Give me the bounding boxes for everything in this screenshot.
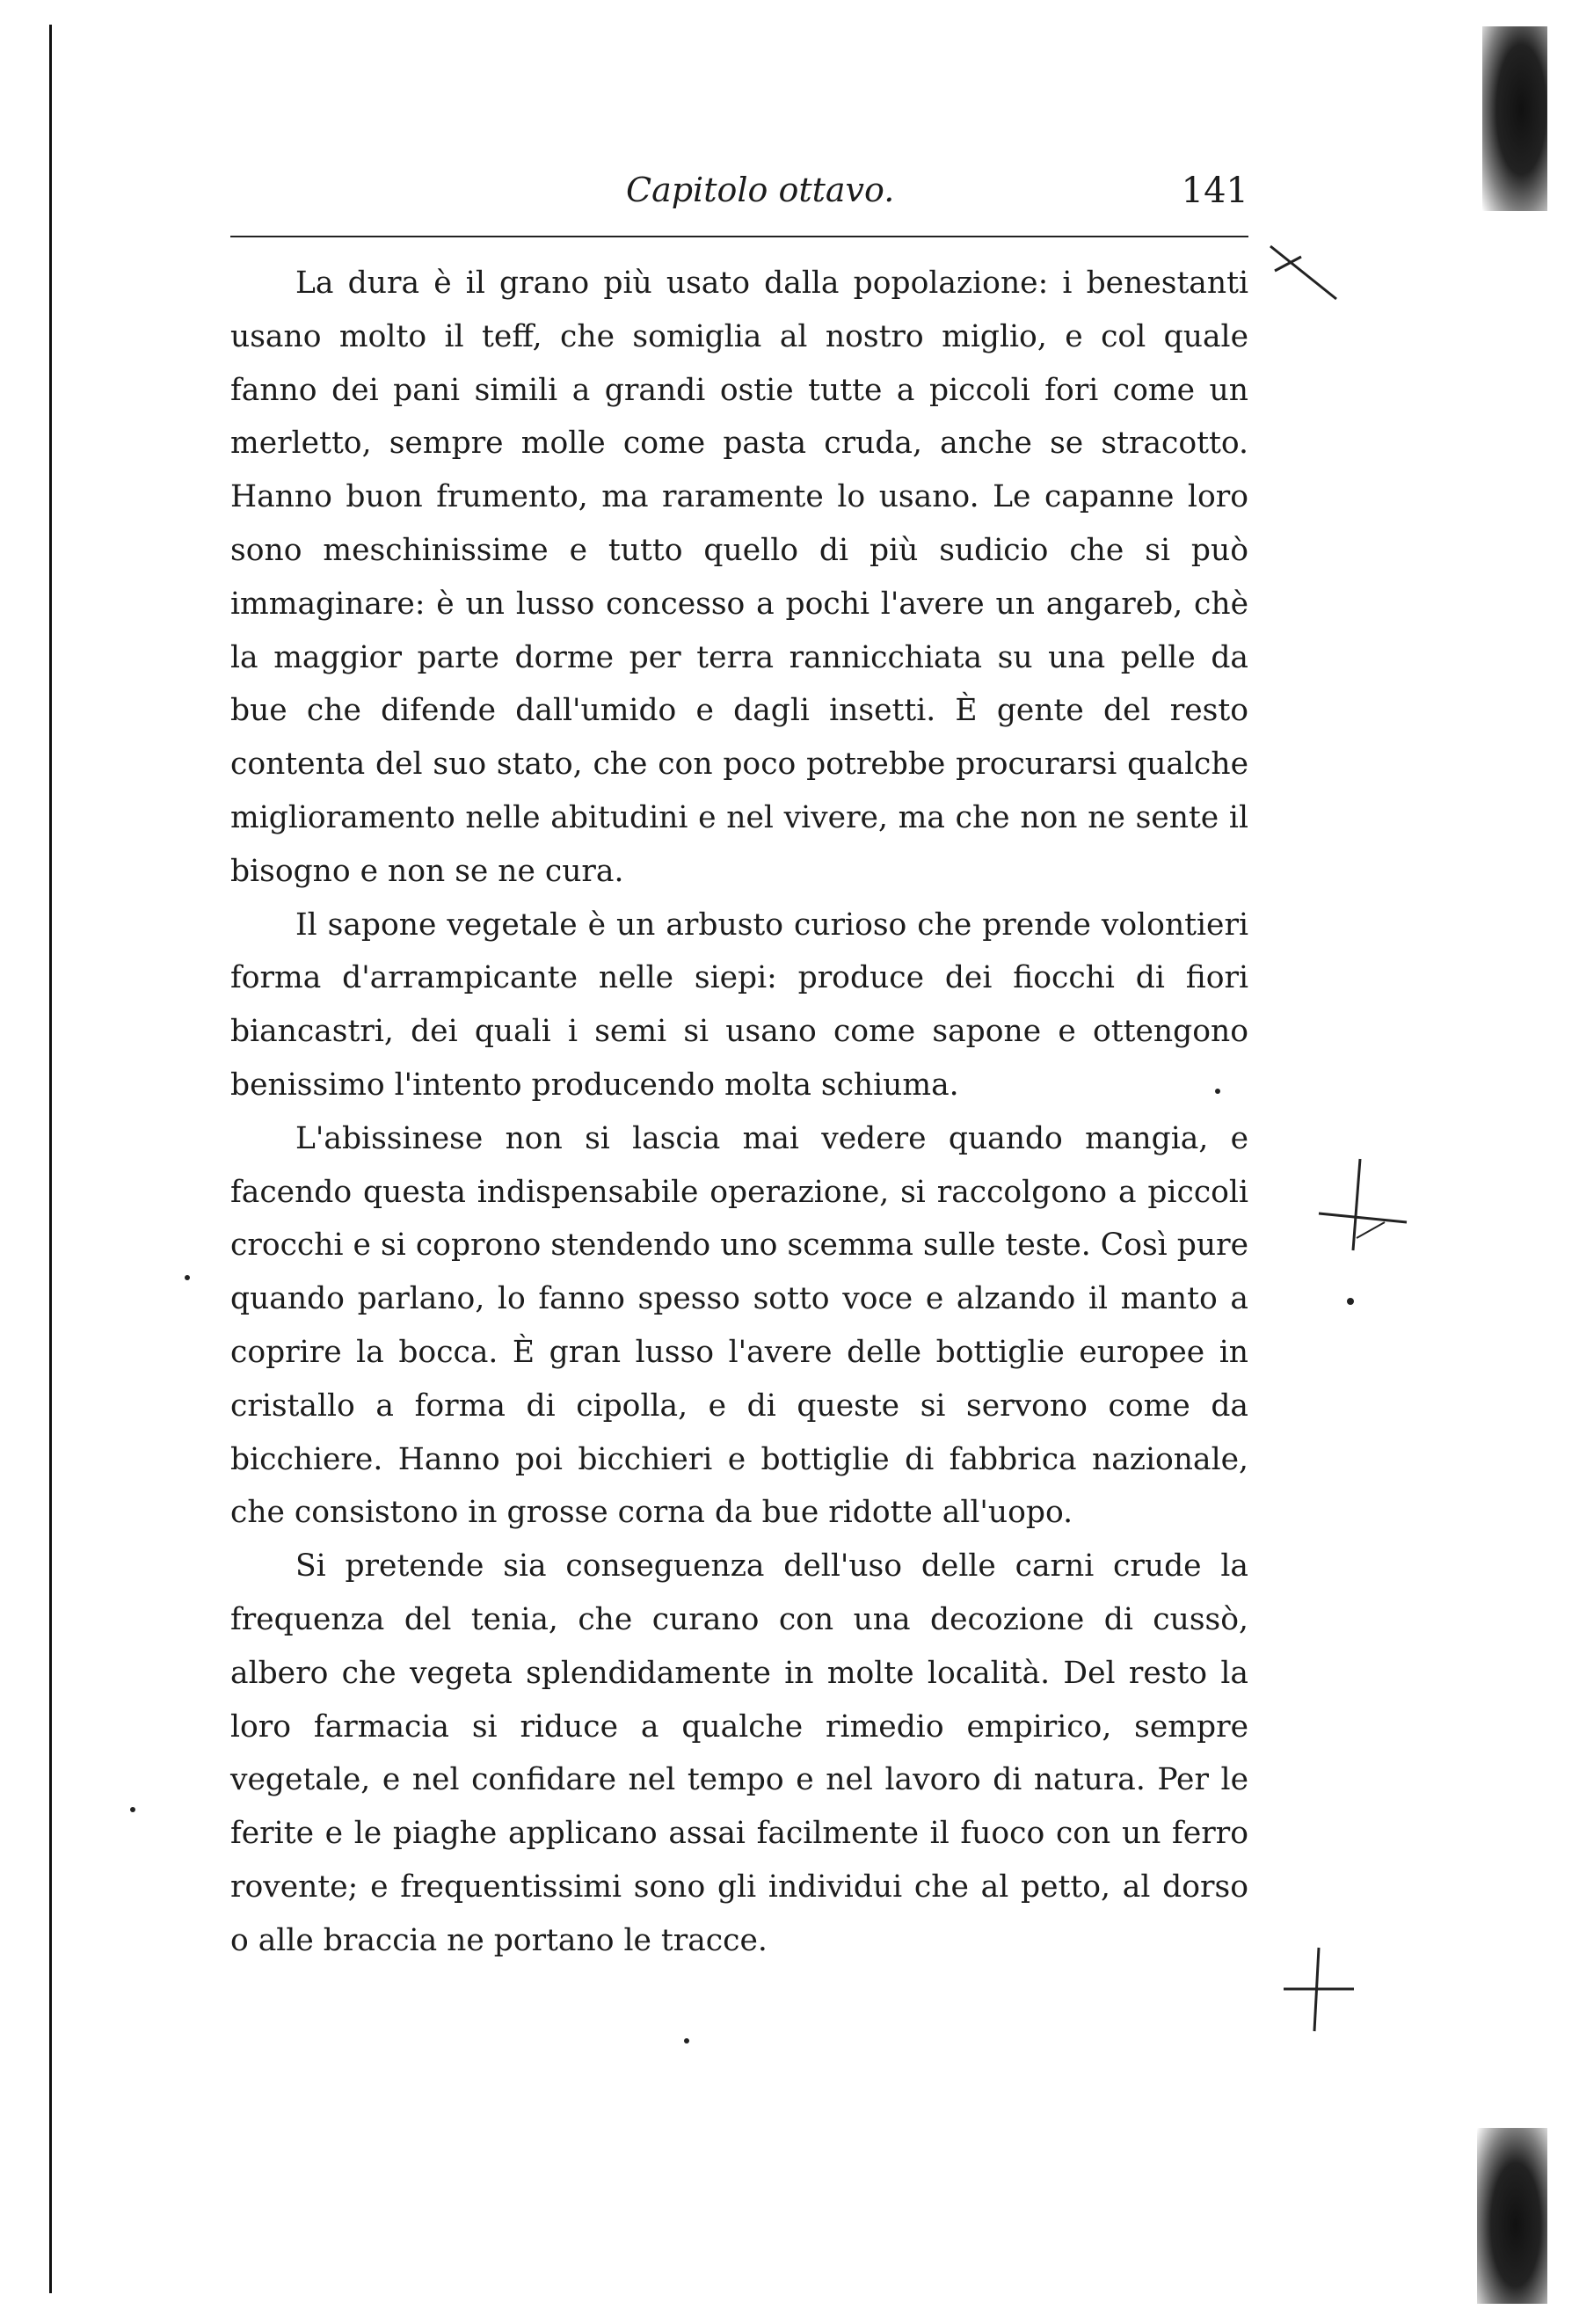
body-text bbox=[230, 257, 1248, 1968]
page-number: 141 bbox=[1181, 171, 1248, 211]
page-header bbox=[230, 164, 1248, 225]
margin-dot bbox=[185, 1275, 190, 1280]
page-left-border bbox=[49, 25, 52, 2293]
margin-dot bbox=[1215, 1089, 1220, 1094]
paragraph: Il sapone vegetale è un arbusto curioso che prende volontieri forma d'arrampicante nelle siepi: produce dei fiocchi di fiori biancastri, dei quali i semi si usano come sapone e ottengono benissimo l'intento producendo molta schiuma. bbox=[230, 907, 1248, 1103]
margin-plus-mark-icon bbox=[1314, 1152, 1411, 1257]
paragraph: Si pretende sia conseguenza dell'uso delle carni crude la frequenza del tenia, che curano con una decozione di cussò, albero che vegeta splendidamente in molte località. Del resto la loro farmacia si riduce a qualche rimedio empirico, sempre vegetale, e nel confidare nel tempo e nel lavoro di natura. Per le ferite e le piaghe applicano assai facilmente il fuoco con un ferro rovente; e frequentissimi sono gli individui che al petto, al dorso o alle braccia ne portano le tracce. bbox=[230, 1548, 1248, 1958]
header-rule bbox=[230, 236, 1248, 237]
paragraph: L'abissinese non si lascia mai vedere quando mangia, e facendo questa indispensabile operazione, si raccolgono a piccoli crocchi e si coprono stendendo uno scemma sulle teste. Così pure quando parlano, lo fanno spesso sotto voce e alzando il manto a coprire la bocca. È gran lusso l'avere delle bottiglie europee in cristallo a forma di cipolla, e di queste si servono come da bicchiere. Hanno poi bicchieri e bottiglie di fabbrica nazionale, che consistono in grosse corna da bue ridotte all'uopo. bbox=[230, 1120, 1248, 1531]
margin-plus-mark-icon bbox=[1279, 1943, 1358, 2040]
running-title: Capitolo ottavo. bbox=[626, 171, 895, 209]
margin-dot bbox=[684, 2038, 689, 2044]
scan-edge-shadow-top bbox=[1482, 26, 1547, 211]
margin-dot bbox=[1347, 1298, 1354, 1305]
margin-cross-mark-icon bbox=[1266, 237, 1345, 308]
margin-dot bbox=[130, 1807, 135, 1812]
paragraph: La dura è il grano più usato dalla popolazione: i benestanti usano molto il teff, che somiglia al nostro miglio, e col quale fanno dei pani simili a grandi ostie tutte a piccoli fori come un merletto, sempre molle come pasta cruda, anche se stracotto. Hanno buon frumento, ma raramente lo usano. Le capanne loro sono meschinissime e tutto quello di più sudicio che si può immaginare: è un lusso concesso a pochi l'avere un angareb, chè la maggior parte dorme per terra rannicchiata su una pelle da bue che difende dall'umido e dagli insetti. È gente del resto contenta del suo stato, che con poco potrebbe procurarsi qualche miglioramento nelle abitudini e nel vivere, ma che non ne sente il bisogno e non se ne cura. bbox=[230, 266, 1248, 889]
scan-edge-shadow-bottom bbox=[1477, 2128, 1547, 2304]
